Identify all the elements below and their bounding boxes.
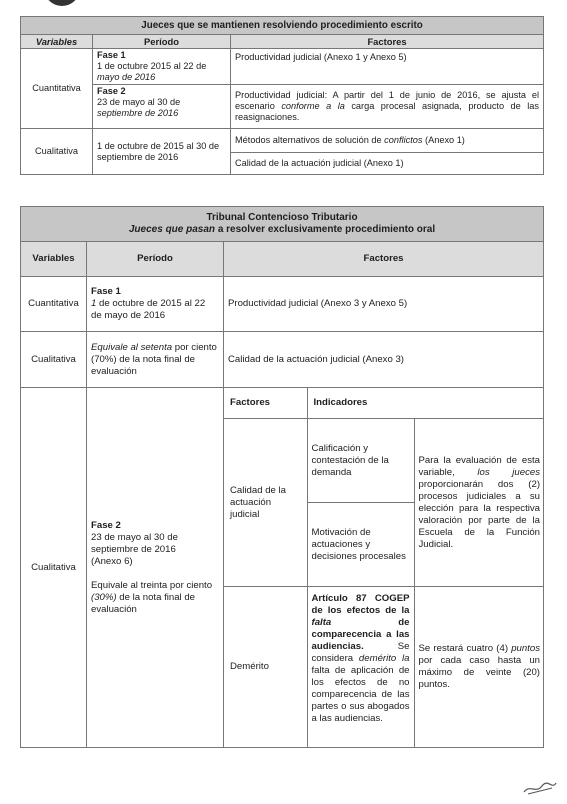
fase1-line2: de mayo de 2016 — [91, 310, 166, 321]
header-factores: Factores — [224, 242, 544, 277]
equivale-70-rest: por ciento (70%) de la nota final de evaluación — [91, 341, 217, 377]
period-fase1 — [93, 49, 231, 85]
factor-calidad: Calidad de la actuación judicial (Anexo 3) — [224, 332, 544, 388]
header-factores: Factores — [231, 35, 544, 49]
fase1-line2: mayo de 2016 — [97, 72, 156, 82]
factor-metodos-italic: conflictos — [384, 135, 423, 145]
indicator-calificacion: Calificación y contestación de la demanda — [307, 419, 414, 503]
header-variables: Variables — [21, 35, 93, 49]
fase1-line1-italic: 1 — [91, 298, 97, 309]
table1-title: Jueces que se mantienen resolviendo procedimiento escrito — [21, 17, 544, 35]
equivale-30-text-a: Equivale al treinta por ciento — [91, 579, 213, 591]
article-rest-italic: demérito la — [358, 653, 410, 664]
period-fase2 — [93, 85, 231, 129]
fase1-title: Fase 1 — [97, 50, 126, 60]
header-periodo: Período — [93, 35, 231, 49]
table2-title — [21, 207, 544, 242]
table2-title-line1: Tribunal Contencioso Tributario — [206, 212, 358, 223]
fase2-line1: 23 de mayo al 30 de — [91, 531, 178, 543]
factor-metodos-text-b: (Anexo 1) — [425, 135, 465, 145]
calidad-note — [414, 419, 544, 587]
fase1-line1-rest: de octubre de 2015 al 22 — [99, 298, 206, 309]
period-fase1 — [87, 277, 224, 332]
period-equivale-70 — [87, 332, 224, 388]
fase1-line1: 1 de octubre 2015 al 22 de — [97, 61, 207, 71]
table-procedimiento-escrito — [20, 16, 544, 175]
subheader-factores: Factores — [224, 388, 307, 419]
fase2-line1: 23 de mayo al 30 de — [97, 97, 181, 107]
factor-calidad-actuacion: Calidad de la actuación judicial — [224, 419, 307, 587]
variable-cualitativa: Cualitativa — [21, 129, 93, 175]
article-bold-b: de comparecencia a las audiencias. — [311, 617, 410, 652]
table-procedimiento-oral — [20, 206, 544, 748]
fase2-line2: septiembre de 2016 — [97, 108, 179, 118]
fase2-line2: septiembre de 2016 — [91, 543, 176, 555]
factor-fase2-text-a: Productividad judicial: A partir del 1 de junio de 2016, se ajusta el escenario — [235, 90, 540, 111]
demerito-note-italic: puntos — [511, 643, 541, 654]
equivale-30 — [91, 580, 219, 616]
article-rest-a: Se considera — [311, 641, 410, 664]
demerito-note-text-a: Se restará cuatro (4) — [418, 643, 509, 654]
fase1-title: Fase 1 — [91, 286, 121, 297]
demerito-note-text-b: por cada caso hasta un máximo de veinte (20) puntos. — [418, 655, 541, 690]
period-fase2 — [87, 388, 224, 748]
table2-title-italic: Jueces que pasan — [128, 224, 216, 235]
factor-fase2 — [231, 85, 544, 129]
fase2-line3: (Anexo 6) — [91, 555, 133, 567]
subheader-indicadores: Indicadores — [307, 388, 544, 419]
article-rest-b: falta de aplicación de los efectos de no comparecencia de las partes o sus abogados a las audiencias. — [311, 665, 410, 724]
variable-cualitativa-fase2: Cualitativa — [21, 388, 87, 748]
equivale-30-text-b: de la nota final de evaluación — [91, 591, 196, 615]
header-variables: Variables — [21, 242, 87, 277]
demerito-article — [307, 587, 414, 748]
variable-cuantitativa: Cuantitativa — [21, 49, 93, 129]
equivale-70-italic: Equivale al setenta — [91, 341, 173, 353]
factor-fase2-text-b: carga procesal asignada, producto de las reasignaciones. — [235, 101, 539, 122]
signature-scribble — [522, 780, 558, 796]
factor-metodos-text-a: Métodos alternativos de solución de — [235, 135, 382, 145]
factor-productividad: Productividad judicial (Anexo 3 y Anexo 5) — [224, 277, 544, 332]
header-periodo: Período — [87, 242, 224, 277]
factor-fase1: Productividad judicial (Anexo 1 y Anexo 5) — [231, 49, 544, 85]
factor-calidad: Calidad de la actuación judicial (Anexo 1) — [231, 153, 544, 175]
fase2-title: Fase 2 — [91, 519, 121, 531]
indicator-motivacion: Motivación de actuaciones y decisiones procesales — [307, 503, 414, 587]
table2-title-rest: a resolver exclusivamente procedimiento oral — [217, 224, 436, 235]
period-cualitativa: 1 de octubre de 2015 al 30 de septiembre de 2016 — [93, 129, 231, 175]
variable-cuantitativa: Cuantitativa — [21, 277, 87, 332]
calidad-note-text-a: Para la evaluación de esta variable, — [418, 454, 541, 478]
article-bold-italic: falta — [311, 617, 332, 628]
demerito-note — [414, 587, 544, 748]
factor-demerito: Demérito — [224, 587, 307, 748]
calidad-note-text-b: proporcionarán dos (2) procesos judiciales a su elección para la respectiva valoración por parte de la Escuela de la Función Judicial. — [418, 478, 541, 550]
table2-title-line2 — [25, 224, 539, 236]
calidad-note-italic: los jueces — [477, 466, 541, 478]
nested-factors-cell — [224, 388, 544, 748]
factor-metodos — [231, 129, 544, 153]
article-bold-a: Artículo 87 COGEP de los efectos de la — [311, 593, 410, 616]
fase2-title: Fase 2 — [97, 86, 126, 96]
equivale-30-italic: (30%) — [91, 591, 117, 603]
factor-fase2-italic: conforme a la — [281, 101, 345, 111]
fase1-line1 — [91, 298, 219, 310]
variable-cualitativa: Cualitativa — [21, 332, 87, 388]
nested-factors-table — [224, 388, 544, 747]
page-corner-mark — [44, 0, 80, 6]
